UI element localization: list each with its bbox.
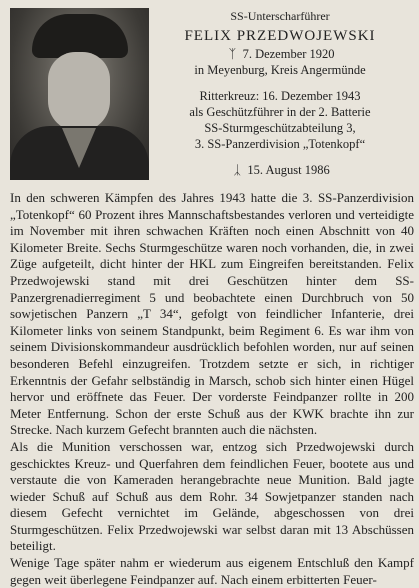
portrait-photo (10, 8, 149, 180)
paragraph-2: Als die Munition verschossen war, entzog sich Przedwojewski durch geschicktes Kreuz- und Querfahren dem feindlichen Feuer, bootete aus und verstaute die von Kameraden herangebrachte neue Munition. Bald jagte wieder Schuß auf Schuß aus dem Rohr. 34 Sowjetpanzer standen nach diesem Gefecht vernichtet im Gelände, abgeschossen von drei Sturmgeschützen. Felix Przedwojewski war selbst daran mit 13 Abschüssen beteiligt. (10, 438, 414, 554)
rank-label: SS-Unterscharführer (230, 9, 330, 23)
biography-text (10, 190, 414, 588)
birth-symbol-icon: ᛉ (228, 47, 237, 61)
paragraph-3: Wenige Tage später nahm er wiederum aus eigenem Entschluß den Kampf gegen weit überlegene Feindpanzer auf. Nach einem erbitterten Feuer- (10, 555, 414, 587)
award-line-4: 3. SS-Panzerdivision „Totenkopf“ (194, 137, 366, 151)
face-shape (48, 52, 110, 132)
death-line (150, 162, 410, 178)
death-symbol-icon: ᛣ (233, 163, 242, 177)
death-date: 15. August 1986 (247, 163, 330, 177)
paragraph-1: In den schweren Kämpfen des Jahres 1943 hatte die 3. SS-Panzerdivision „Totenkopf“ 60 Prozent ihres Mannschaftsbestandes verloren und verteidigte im November mit ihren schwachen Kräften noch einen Abschnitt von 40 Kilometer Breite. Sechs Sturmgeschütze waren noch vorhanden, die, in zwei Züge aufgeteilt, dicht hinter der HKL zum Eingreifen bereitstanden. Felix Przedwojewski stand mit drei Geschützen hinter dem SS-Panzergrenadierregiment 5 und beobachtete einen Durchbruch von 50 sowjetischen Panzern „T 34“, gefolgt von feindlicher Infanterie, drei Kilometer links von seinem Standpunkt, beim Regiment 6. Es war ihm von seinem Divisionskommandeur ausdrücklich befohlen worden, nur auf seinen besonderen Befehl einzugreifen. Trotzdem setzte er sich, in richtiger Erkenntnis der Gefahr selbständig in Marsch, schob sich hinter einen Hügel hervor und eröffnete das Feuer. Der vorderste Feindpanzer rollte in 200 Meter Entfernung. Schon der erste Schuß aus der KWK brachte ihn zur Strecke. Nach kurzem Gefecht brannten auch die nächsten. (10, 190, 414, 438)
birth-date: 7. Dezember 1920 (242, 47, 335, 61)
award-line-3: SS-Sturmgeschützabteilung 3, (204, 121, 356, 135)
person-name: FELIX PRZEDWOJEWSKI (184, 28, 376, 44)
birthplace: in Meyenburg, Kreis Angermünde (194, 63, 366, 77)
award-line-2: als Geschützführer in der 2. Batterie (189, 105, 371, 119)
biography-header (150, 8, 410, 178)
award-line-1: Ritterkreuz: 16. Dezember 1943 (199, 89, 361, 103)
birth-line (150, 46, 410, 62)
